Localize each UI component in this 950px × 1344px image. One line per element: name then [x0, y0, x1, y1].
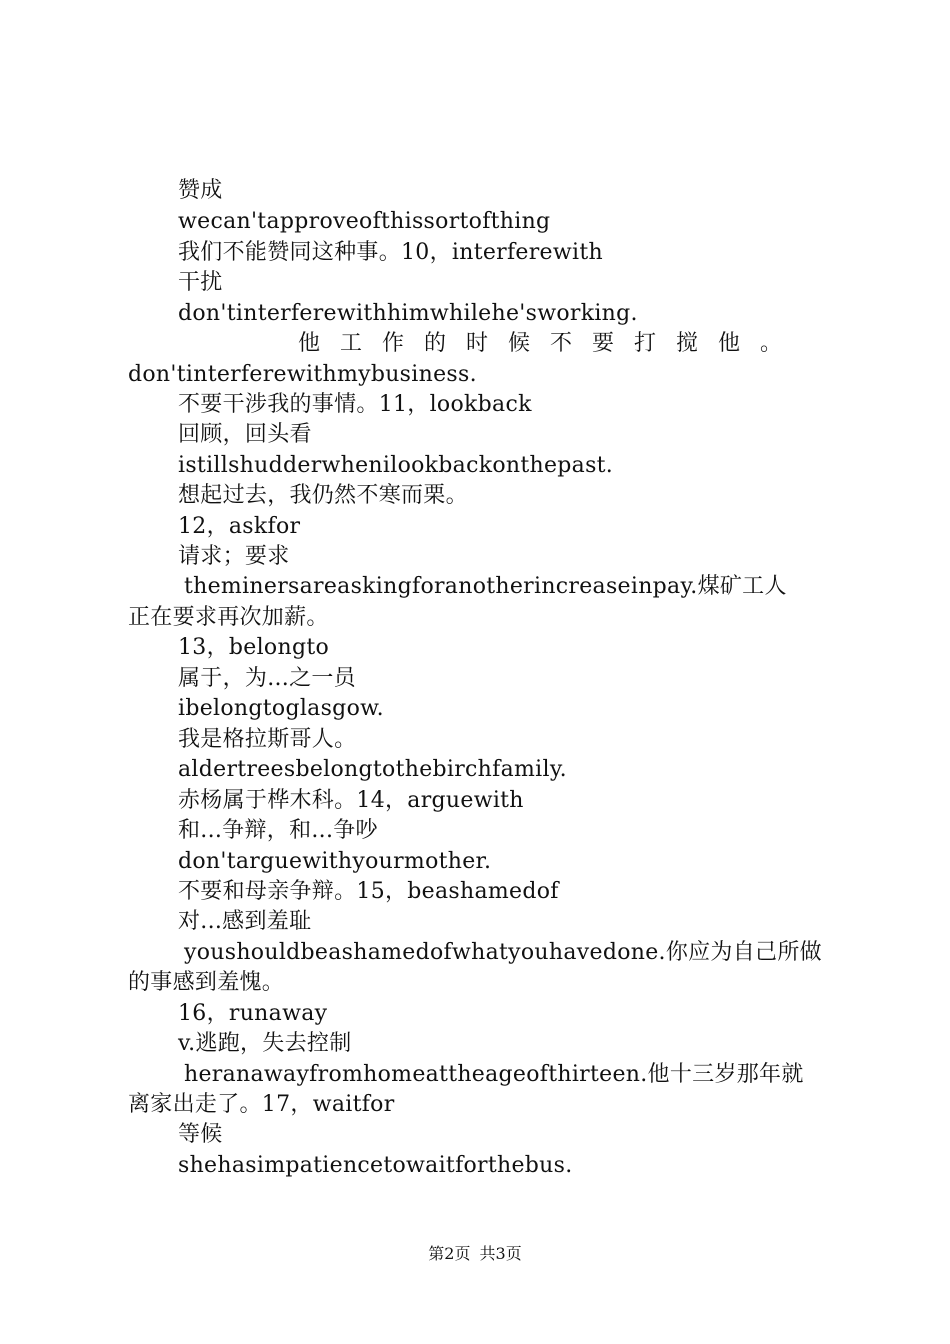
text-line: 赞成 [178, 178, 223, 203]
text-line: 回顾，回头看 [178, 422, 312, 447]
text-line: aldertreesbelongtothebirchfamily. [178, 757, 567, 782]
text-line: don'tinterferewithhimwhilehe'sworking. [178, 301, 638, 326]
text-line: 我们不能赞同这种事。10，interferewith [178, 240, 603, 265]
text-line: don'tinterferewithmybusiness. [128, 362, 477, 387]
text-line: 想起过去，我仍然不寒而栗。 [178, 483, 468, 508]
text-line: ibelongtoglasgow. [178, 696, 384, 721]
text-line: 和...争辩，和...争吵 [178, 818, 378, 843]
text-line: heranawayfromhomeattheageofthirteen.他十三岁那年就 [184, 1062, 804, 1087]
text-line: 属于，为...之一员 [178, 666, 356, 691]
text-line: 不要干涉我的事情。11，lookback [178, 392, 532, 417]
text-line: 他工作的时候不要打搅他。 [298, 331, 803, 356]
text-line: 不要和母亲争辩。15，beashamedof [178, 879, 559, 904]
text-line: 赤杨属于桦木科。14，arguewith [178, 788, 524, 813]
text-line: shehasimpatiencetowaitforthebus. [178, 1153, 573, 1178]
text-line: youshouldbeashamedofwhatyouhavedone.你应为自己所做 [184, 940, 822, 965]
text-line: 请求；要求 [178, 544, 290, 569]
text-line: 干扰 [178, 270, 223, 295]
page-footer [0, 1242, 950, 1266]
text-line: 对...感到羞耻 [178, 909, 312, 934]
text-line: don'targuewithyourmother. [178, 849, 492, 874]
text-line: wecan'tapproveofthissortofthing [178, 209, 551, 234]
text-line: istillshudderwhenilookbackonthepast. [178, 453, 614, 478]
page-total: 共3页 [479, 1244, 522, 1263]
page-number: 第2页 [428, 1244, 471, 1263]
text-line: 13，belongto [178, 635, 330, 660]
text-line: 离家出走了。17，waitfor [128, 1092, 395, 1117]
text-line: 我是格拉斯哥人。 [178, 727, 357, 752]
text-line: 12，askfor [178, 514, 301, 539]
text-line: theminersareaskingforanotherincreaseinpay.煤矿工人 [184, 574, 787, 599]
text-line: 正在要求再次加薪。 [128, 605, 329, 630]
text-line: v.逃跑，失去控制 [178, 1031, 352, 1056]
text-line: 等候 [178, 1122, 223, 1147]
text-line: 的事感到羞愧。 [128, 970, 285, 995]
text-line: 16，runaway [178, 1001, 328, 1026]
